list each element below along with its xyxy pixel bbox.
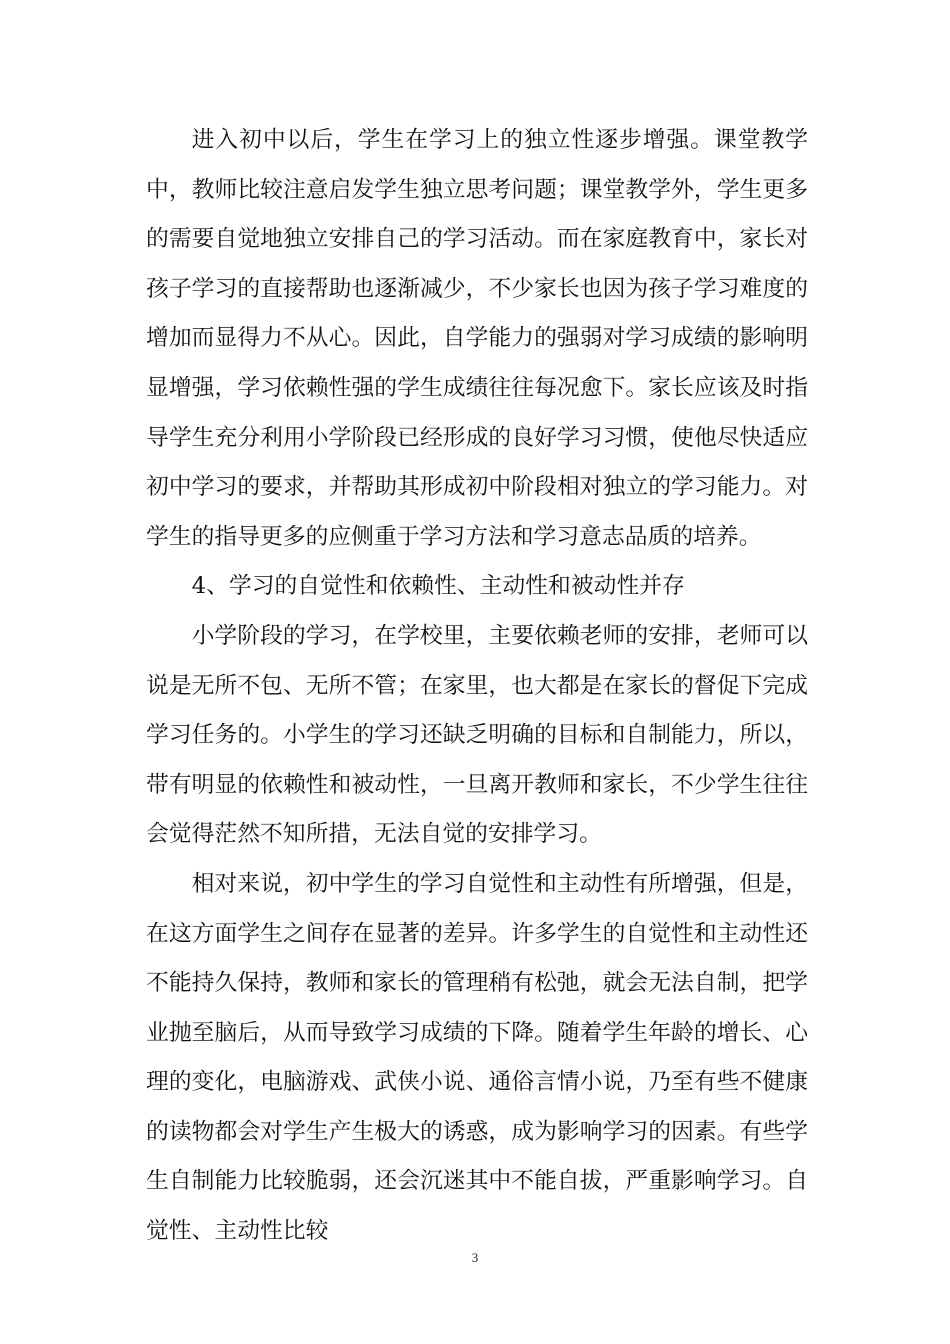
page-number: 3 bbox=[471, 1250, 479, 1265]
section-heading-4: 4、学习的自觉性和依赖性、主动性和被动性并存 bbox=[191, 573, 685, 600]
paragraph-middle-school: 相对来说，初中学生的学习自觉性和主动性有所增强，但是，在这方面学生之间存在显著的差异。许多学生的自觉性和主动性还不能持久保持，教师和家长的管理稍有松弛，就会无法自制，把学业抛至脑后，从而导致学习成绩的下降。随着学生年龄的增长、心理的变化，电脑游戏、武侠小说、通俗言情小说，乃至有些不健康的读物都会对学生产生极大的诱惑，成为影响学习的因素。有些学生自制能力比较脆弱，还会沉迷其中不能自拔，严重影响学习。自觉性、主动性比较 bbox=[146, 870, 808, 1245]
paragraph-primary-school: 小学阶段的学习，在学校里，主要依赖老师的安排，老师可以说是无所不包、无所不管；在家里，也大都是在家长的督促下完成学习任务的。小学生的学习还缺乏明确的目标和自制能力，所以，带有明显的依赖性和被动性，一旦离开教师和家长，不少学生往往会觉得茫然不知所措，无法自觉的安排学习。 bbox=[146, 622, 808, 848]
document-body bbox=[146, 116, 808, 1257]
paragraph-independence: 进入初中以后，学生在学习上的独立性逐步增强。课堂教学中，教师比较注意启发学生独立思考问题；课堂教学外，学生更多的需要自觉地独立安排自己的学习活动。而在家庭教育中，家长对孩子学习的直接帮助也逐渐减少，不少家长也因为孩子学习难度的增加而显得力不从心。因此，自学能力的强弱对学习成绩的影响明显增强，学习依赖性强的学生成绩往往每况愈下。家长应该及时指导学生充分利用小学阶段已经形成的良好学习习惯，使他尽快适应初中学习的要求，并帮助其形成初中阶段相对独立的学习能力。对学生的指导更多的应侧重于学习方法和学习意志品质的培养。 bbox=[146, 127, 808, 550]
